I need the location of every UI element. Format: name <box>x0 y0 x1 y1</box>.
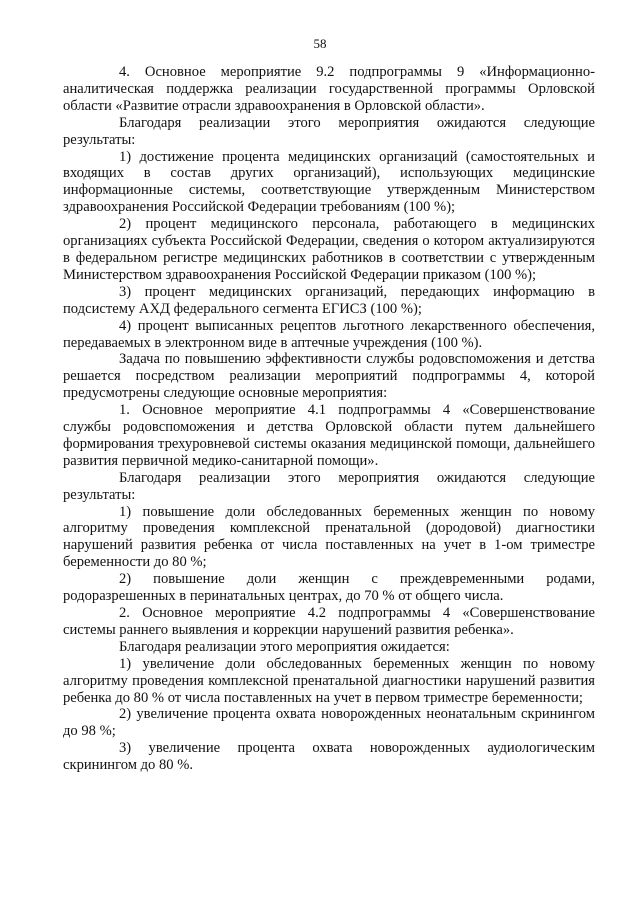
paragraph: 4) процент выписанных рецептов льготного лекарственного обеспечения, передаваемых в электронном виде в аптечные учреждения (100 %). <box>63 317 595 351</box>
paragraph: 1) повышение доли обследованных беременных женщин по новому алгоритму проведения комплексной пренатальной (дородовой) диагностики нарушений развития ребенка от числа поставленных на учет в 1-ом триместре беременности до 80 %; <box>63 503 595 571</box>
paragraph: 3) процент медицинских организаций, передающих информацию в подсистему АХД федерального сегмента ЕГИСЗ (100 %); <box>63 283 595 317</box>
paragraph: 2) увеличение процента охвата новорожденных неонатальным скринингом до 98 %; <box>63 706 595 740</box>
paragraph: 2) повышение доли женщин с преждевременными родами, родоразрешенных в перинатальных центрах, до 70 % от общего числа. <box>63 571 595 605</box>
paragraph: Благодаря реализации этого мероприятия ожидаются следующие результаты: <box>63 469 595 503</box>
paragraph: Задача по повышению эффективности службы родовспоможения и детства решается посредством реализации мероприятий подпрограммы 4, которой предусмотрены следующие основные мероприятия: <box>63 351 595 402</box>
paragraph: 1) достижение процента медицинских организаций (самостоятельных и входящих в состав других организаций), использующих медицинские информационные системы, соответствующие утвержденным Министерством здравоохранения Российской Федерации требованиям (100 %); <box>63 148 595 216</box>
paragraph: 1. Основное мероприятие 4.1 подпрограммы 4 «Совершенствование службы родовспоможения и детства Орловской области путем дальнейшего формирования трехуровневой системы оказания медицинской помощи, дальнейшего развития первичной медико-санитарной помощи». <box>63 402 595 469</box>
paragraph: Благодаря реализации этого мероприятия ожидаются следующие результаты: <box>63 114 595 148</box>
paragraph: 2. Основное мероприятие 4.2 подпрограммы 4 «Совершенствование системы раннего выявления и коррекции нарушений развития ребенка». <box>63 605 595 638</box>
paragraph: 2) процент медицинского персонала, работающего в медицинских организациях субъекта Российской Федерации, сведения о котором актуализируются в федеральном регистре медицинских работников в соответствии с утвержденным Министерством здравоохранения Российской Федерации приказом (100 %); <box>63 216 595 283</box>
paragraph: 3) увеличение процента охвата новорожденных аудиологическим скринингом до 80 %. <box>63 740 595 774</box>
paragraph: 4. Основное мероприятие 9.2 подпрограммы 9 «Информационно-аналитическая поддержка реализации государственной программы Орловской области «Развитие отрасли здравоохранения в Орловской области». <box>63 64 595 114</box>
paragraph: 1) увеличение доли обследованных беременных женщин по новому алгоритму проведения комплексной пренатальной диагностики нарушений развития ребенка до 80 % от числа поставленных на учет в первом триместре беременности; <box>63 655 595 706</box>
page-number: 58 <box>313 36 327 51</box>
document-body <box>63 64 595 774</box>
paragraph: Благодаря реализации этого мероприятия ожидается: <box>119 638 450 655</box>
